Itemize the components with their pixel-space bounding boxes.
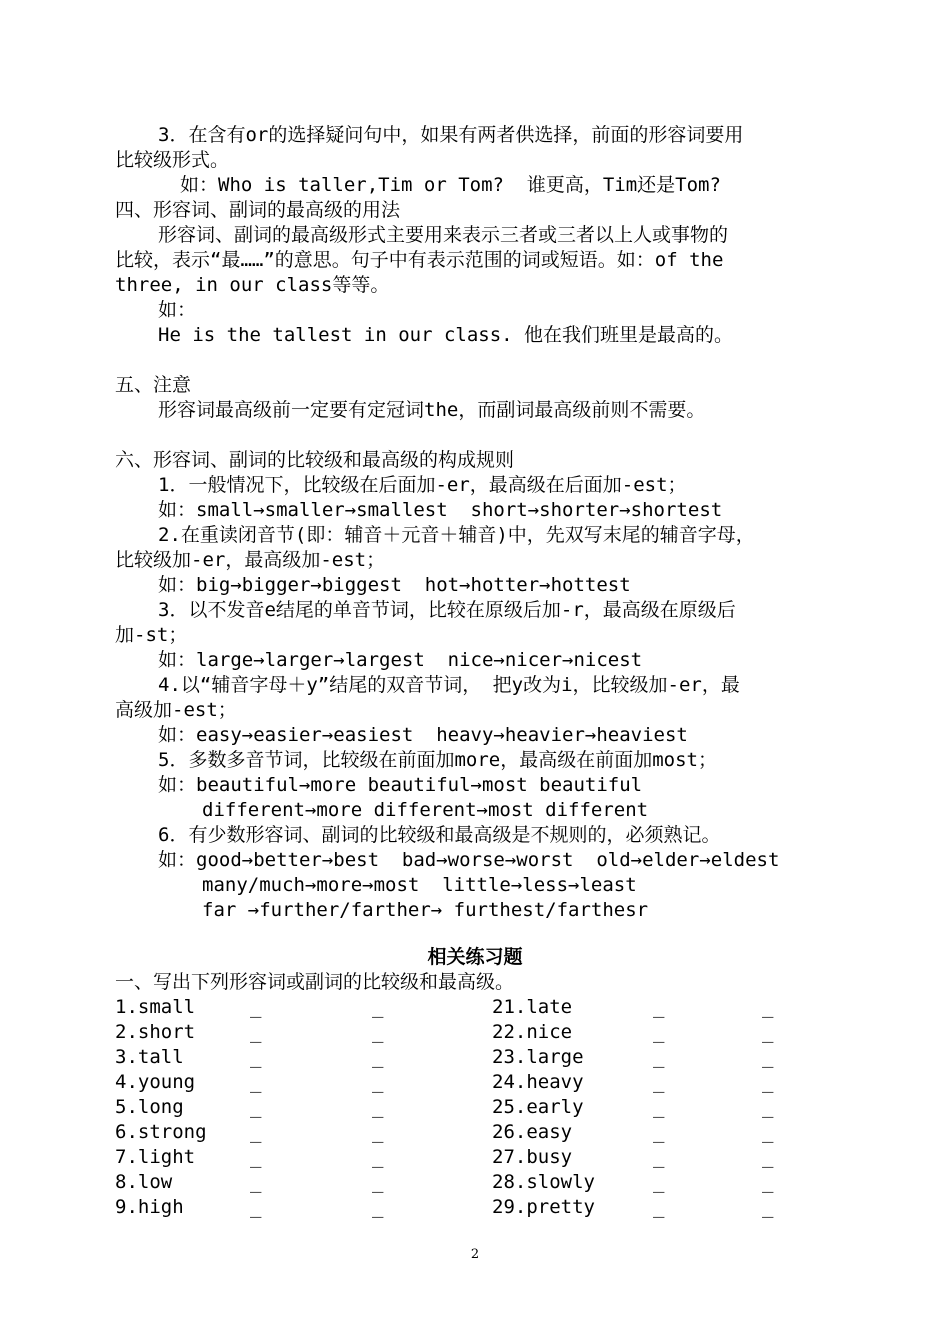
- example-line: 如：large→larger→largest nice→nicer→nicest: [158, 649, 643, 671]
- comparative-blank[interactable]: _: [653, 996, 665, 1018]
- text-line: 如：Who is taller,Tim or Tom? 谁更高，Tim还是Tom?: [180, 174, 721, 196]
- section-heading: 五、注意: [115, 374, 192, 396]
- superlative-blank[interactable]: _: [762, 1046, 774, 1068]
- superlative-blank[interactable]: _: [372, 1146, 384, 1168]
- superlative-blank[interactable]: _: [762, 1071, 774, 1093]
- exercise-word: 25.early: [492, 1096, 584, 1118]
- comparative-blank[interactable]: _: [653, 1096, 665, 1118]
- comparative-blank[interactable]: _: [653, 1071, 665, 1093]
- exercise-word: 28.slowly: [492, 1171, 595, 1193]
- superlative-blank[interactable]: _: [372, 1196, 384, 1218]
- example-line: 如：small→smaller→smallest short→shorter→shortest: [158, 499, 723, 521]
- exercise-word: 27.busy: [492, 1146, 573, 1168]
- exercise-word: 9.high: [115, 1196, 184, 1218]
- comparative-blank[interactable]: _: [250, 1146, 262, 1168]
- rule-line: 1．一般情况下，比较级在后面加-er，最高级在后面加-est；: [158, 474, 687, 496]
- exercise-instruction: 一、写出下列形容词或副词的比较级和最高级。: [115, 971, 515, 993]
- superlative-blank[interactable]: _: [762, 1021, 774, 1043]
- section-heading: 六、形容词、副词的比较级和最高级的构成规则: [115, 449, 515, 471]
- text-line: 如：: [158, 299, 197, 321]
- text-line: 比较级形式。: [115, 149, 230, 171]
- comparative-blank[interactable]: _: [250, 1046, 262, 1068]
- exercise-word: 2.short: [115, 1021, 196, 1043]
- example-line: 如：easy→easier→easiest heavy→heavier→heaviest: [158, 724, 688, 746]
- example-line: many/much→more→most little→less→least: [202, 874, 637, 896]
- superlative-blank[interactable]: _: [372, 1121, 384, 1143]
- exercise-word: 24.heavy: [492, 1071, 584, 1093]
- example-line: different→more different→most different: [202, 799, 649, 821]
- rule-line: 6．有少数形容词、副词的比较级和最高级是不规则的，必须熟记。: [158, 824, 721, 846]
- text-line: 形容词、副词的最高级形式主要用来表示三者或三者以上人或事物的: [158, 224, 729, 246]
- comparative-blank[interactable]: _: [250, 1121, 262, 1143]
- superlative-blank[interactable]: _: [372, 1096, 384, 1118]
- exercise-word: 3.tall: [115, 1046, 184, 1068]
- exercise-word: 22.nice: [492, 1021, 573, 1043]
- superlative-blank[interactable]: _: [372, 1171, 384, 1193]
- superlative-blank[interactable]: _: [372, 1046, 384, 1068]
- comparative-blank[interactable]: _: [250, 1171, 262, 1193]
- comparative-blank[interactable]: _: [250, 1021, 262, 1043]
- text-line: 比较级加-er，最高级加-est；: [115, 549, 386, 571]
- comparative-blank[interactable]: _: [653, 1021, 665, 1043]
- text-line: three, in our class等等。: [115, 274, 390, 296]
- page-number: 2: [470, 1247, 480, 1262]
- comparative-blank[interactable]: _: [250, 1196, 262, 1218]
- example-line: 如：beautiful→more beautiful→most beautiful: [158, 774, 643, 796]
- comparative-blank[interactable]: _: [250, 996, 262, 1018]
- rule-line: 4.以“辅音字母＋y”结尾的双音节词， 把y改为i，比较级加-er，最: [158, 674, 740, 696]
- superlative-blank[interactable]: _: [762, 1096, 774, 1118]
- section-heading: 四、形容词、副词的最高级的用法: [115, 199, 401, 221]
- comparative-blank[interactable]: _: [250, 1071, 262, 1093]
- example-line: 如：big→bigger→biggest hot→hotter→hottest: [158, 574, 631, 596]
- comparative-blank[interactable]: _: [653, 1146, 665, 1168]
- rule-line: 5．多数多音节词，比较级在前面加more，最高级在前面加most；: [158, 749, 717, 771]
- example-line: far →further/farther→ furthest/farthesr: [202, 899, 649, 921]
- exercise-word: 29.pretty: [492, 1196, 595, 1218]
- example-line: 如：good→better→best bad→worse→worst old→elder→eldest: [158, 849, 780, 871]
- exercise-title: 相关练习题: [427, 946, 523, 968]
- superlative-blank[interactable]: _: [372, 1071, 384, 1093]
- exercise-word: 8.low: [115, 1171, 173, 1193]
- text-line: 形容词最高级前一定要有定冠词the，而副词最高级前则不需要。: [158, 399, 706, 421]
- superlative-blank[interactable]: _: [762, 1121, 774, 1143]
- exercise-word: 4.young: [115, 1071, 196, 1093]
- text-line: 高级加-est；: [115, 699, 237, 721]
- text-line: 比较，表示“最……”的意思。句子中有表示范围的词或短语。如：of the: [115, 249, 724, 271]
- exercise-word: 1.small: [115, 996, 196, 1018]
- superlative-blank[interactable]: _: [372, 996, 384, 1018]
- exercise-word: 5.long: [115, 1096, 184, 1118]
- superlative-blank[interactable]: _: [762, 996, 774, 1018]
- text-line: 加-st；: [115, 624, 188, 646]
- comparative-blank[interactable]: _: [653, 1046, 665, 1068]
- exercise-word: 23.large: [492, 1046, 584, 1068]
- exercise-word: 21.late: [492, 996, 573, 1018]
- exercise-word: 7.light: [115, 1146, 196, 1168]
- comparative-blank[interactable]: _: [653, 1121, 665, 1143]
- comparative-blank[interactable]: _: [250, 1096, 262, 1118]
- superlative-blank[interactable]: _: [762, 1146, 774, 1168]
- exercise-word: 26.easy: [492, 1121, 573, 1143]
- comparative-blank[interactable]: _: [653, 1171, 665, 1193]
- superlative-blank[interactable]: _: [762, 1171, 774, 1193]
- superlative-blank[interactable]: _: [762, 1196, 774, 1218]
- superlative-blank[interactable]: _: [372, 1021, 384, 1043]
- rule-line: 3．以不发音e结尾的单音节词，比较在原级后加-r，最高级在原级后: [158, 599, 736, 621]
- rule-line: 2.在重读闭音节(即：辅音＋元音＋辅音)中，先双写末尾的辅音字母，: [158, 524, 755, 546]
- comparative-blank[interactable]: _: [653, 1196, 665, 1218]
- exercise-word: 6.strong: [115, 1121, 207, 1143]
- text-line: 3．在含有or的选择疑问句中，如果有两者供选择，前面的形容词要用: [158, 124, 744, 146]
- example-line: He is the tallest in our class. 他在我们班里是最高的。: [158, 324, 734, 346]
